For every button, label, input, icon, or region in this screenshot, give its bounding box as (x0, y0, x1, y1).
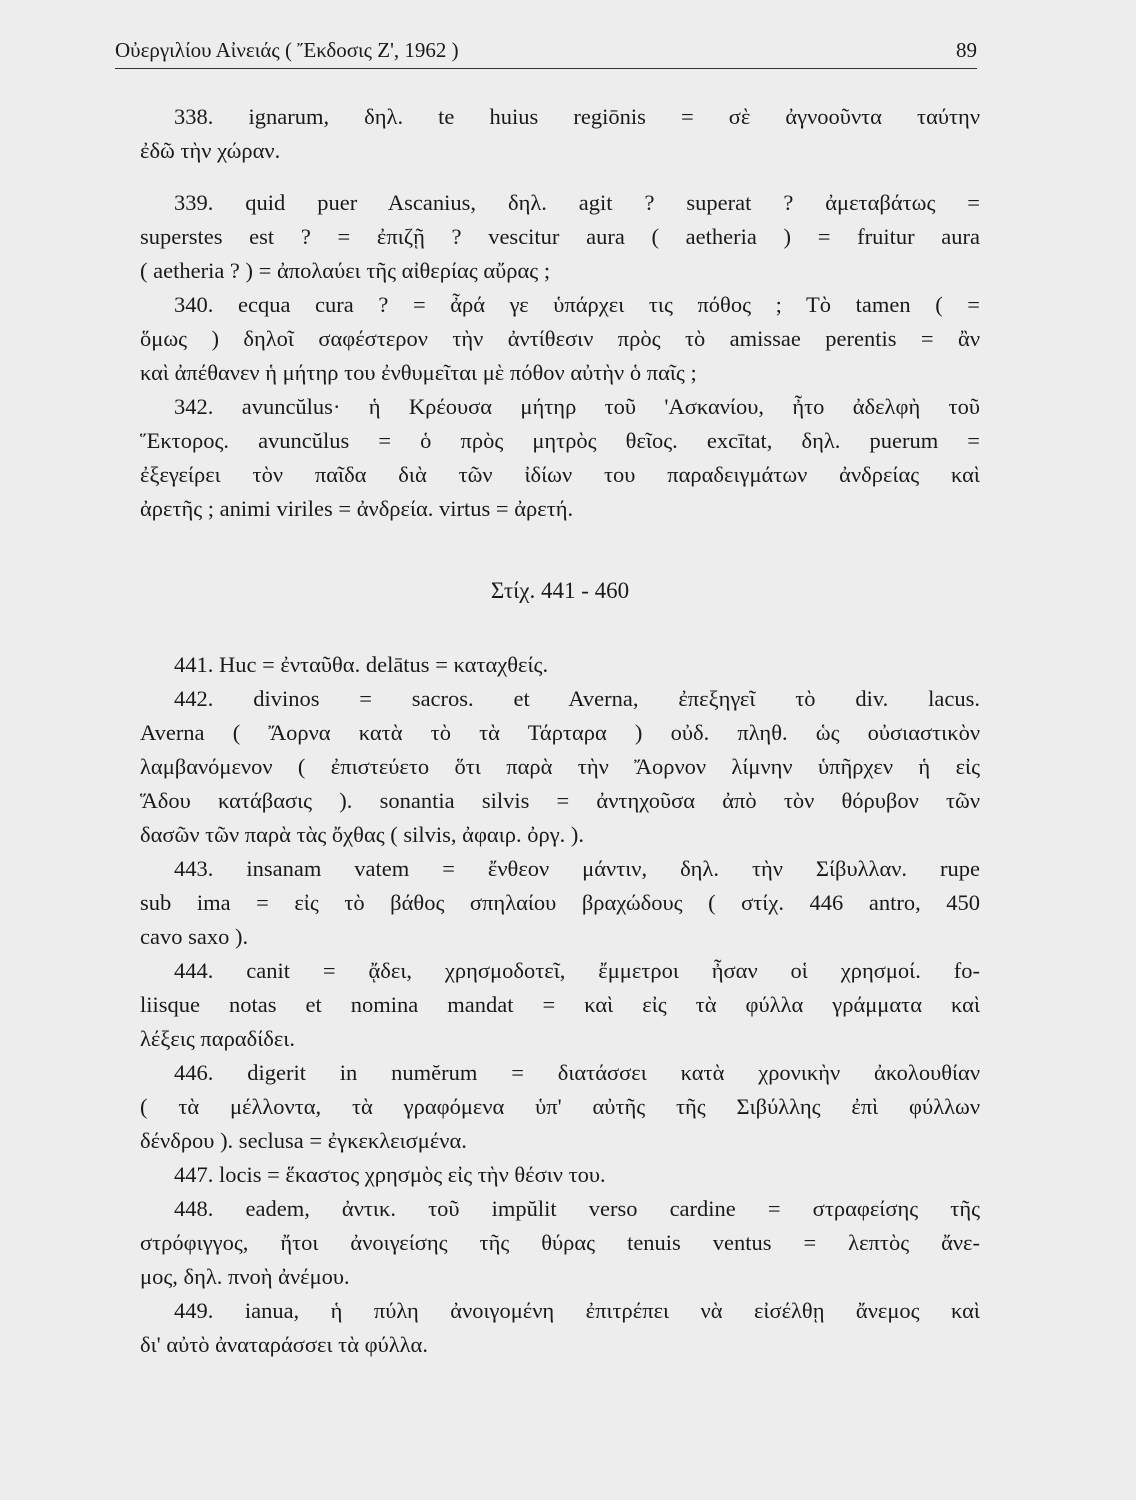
note-441-line-1: 441. Huc = ἐνταῦθα. delātus = καταχθείς. (174, 652, 549, 677)
note-339-line-3: ( aetheria ? ) = ἀπολαύει τῆς αἰθερίας αὔρας ; (140, 258, 551, 283)
note-342-line-1: 342. avuncŭlus· ἡ Κρέουσα μήτηρ τοῦ 'Ασκανίου, ἦτο ἀδελφὴ τοῦ (174, 394, 980, 419)
note-442-line-2: Averna ( Ἄορνα κατὰ τὸ τὰ Τάρταρα ) οὐδ. πληθ. ὡς οὐσιαστικὸν (140, 720, 980, 745)
note-442-line-3: λαμβανόμενον ( ἐπιστεύετο ὅτι παρὰ τὴν Ἄορνον λίμνην ὑπῆρχεν ἡ εἰς (140, 754, 980, 779)
note-442-line-1: 442. divinos = sacros. et Averna, ἐπεξηγεῖ τὸ div. lacus. (174, 686, 980, 711)
header-title: Οὐεργιλίου Αἰνειάς ( Ἔκδοσις Ζ', 1962 ) (115, 38, 459, 62)
note-340-line-3: καὶ ἀπέθανεν ἡ μήτηρ του ἐνθυμεῖται μὲ πόθον αὐτὴν ὁ παῖς ; (140, 360, 697, 385)
note-443-line-3: cavo saxo ). (140, 924, 249, 949)
note-442-line-4: Ἅδου κατάβασις ). sonantia silvis = ἀντηχοῦσα ἀπὸ τὸν θόρυβον τῶν (140, 788, 980, 813)
note-448-line-1: 448. eadem, ἀντικ. τοῦ impŭlit verso cardine = στραφείσης τῆς (174, 1196, 980, 1221)
note-338-line-2: ἐδῶ τὴν χώραν. (140, 138, 281, 163)
note-446-line-2: ( τὰ μέλλοντα, τὰ γραφόμενα ὑπ' αὐτῆς τῆς Σιβύλλης ἐπὶ φύλλων (140, 1094, 980, 1119)
note-443-line-1: 443. insanam vatem = ἔνθεον μάντιν, δηλ. τὴν Σίβυλλαν. rupe (174, 856, 980, 881)
note-339-line-1: 339. quid puer Ascanius, δηλ. agit ? superat ? ἀμεταβάτως = (174, 190, 980, 215)
note-444-line-2: liisque notas et nomina mandat = καὶ εἰς τὰ φύλλα γράμματα καὶ (140, 992, 980, 1017)
note-444-line-3: λέξεις παραδίδει. (140, 1026, 295, 1051)
note-340-line-2: ὅμως ) δηλοῖ σαφέστερον τὴν ἀντίθεσιν πρὸς τὸ amissae perentis = ἂν (140, 326, 980, 351)
section-heading: Στίχ. 441 - 460 (490, 578, 630, 603)
note-446-line-1: 446. digerit in numĕrum = διατάσσει κατὰ χρονικὴν ἀκολουθίαν (174, 1060, 980, 1085)
note-342-line-3: ἐξεγείρει τὸν παῖδα διὰ τῶν ἰδίων του παραδειγμάτων ἀνδρείας καὶ (140, 462, 980, 487)
note-448-line-3: μος, δηλ. πνοὴ ἀνέμου. (140, 1264, 350, 1289)
note-342-line-4: ἀρετῆς ; animi viriles = ἀνδρεία. virtus = ἀρετή. (140, 496, 574, 521)
note-339-line-2: superstes est ? = ἐπιζῇ ? vescitur aura ( aetheria ) = fruitur aura (140, 224, 980, 249)
note-442-line-5: δασῶν τῶν παρὰ τὰς ὄχθας ( silvis, ἀφαιρ. ὀργ. ). (140, 822, 585, 847)
note-444-line-1: 444. canit = ᾄδει, χρησμοδοτεῖ, ἔμμετροι ἦσαν οἱ χρησμοί. fo- (174, 958, 980, 983)
note-448-line-2: στρόφιγγος, ἤτοι ἀνοιγείσης τῆς θύρας tenuis ventus = λεπτὸς ἄνε- (140, 1230, 980, 1255)
note-342-line-2: Ἕκτορος. avuncŭlus = ὁ πρὸς μητρὸς θεῖος. excītat, δηλ. puerum = (140, 428, 980, 453)
note-446-line-3: δένδρου ). seclusa = ἐγκεκλεισμένα. (140, 1128, 467, 1153)
page-number: 89 (956, 38, 977, 62)
running-header (115, 34, 977, 69)
note-443-line-2: sub ima = εἰς τὸ βάθος σπηλαίου βραχώδους ( στίχ. 446 antro, 450 (140, 890, 980, 915)
note-340-line-1: 340. ecqua cura ? = ἆρά γε ὑπάρχει τις πόθος ; Τὸ tamen ( = (174, 292, 980, 317)
note-449-line-2: δι' αὐτὸ ἀναταράσσει τὰ φύλλα. (140, 1332, 428, 1357)
note-447-line-1: 447. locis = ἕκαστος χρησμὸς εἰς τὴν θέσιν του. (174, 1162, 606, 1187)
note-449-line-1: 449. ianua, ἡ πύλη ἀνοιγομένη ἐπιτρέπει νὰ εἰσέλθῃ ἄνεμος καὶ (174, 1298, 980, 1323)
note-338-line-1: 338. ignarum, δηλ. te huius regiōnis = σὲ ἀγνοοῦντα ταύτην (174, 104, 980, 129)
